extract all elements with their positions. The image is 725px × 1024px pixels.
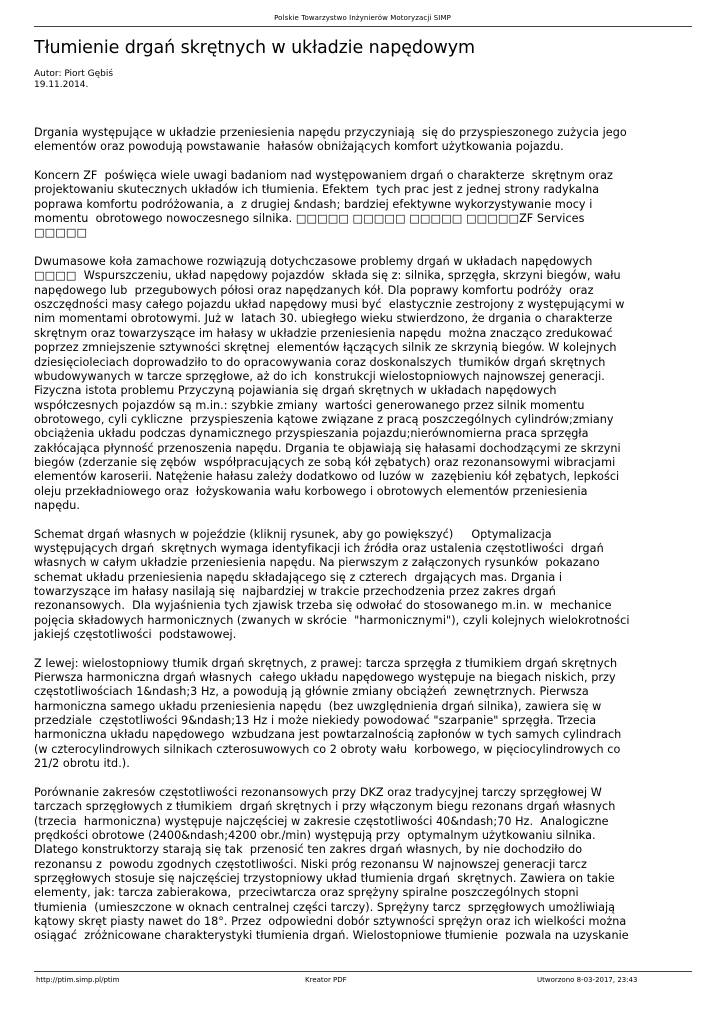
paragraph-line: momentu obrotowego nowoczesnego silnika. □□□□□ □□□□□ □□□□□ □□□□□ZF Services <box>34 212 585 226</box>
paragraph-line: jakiejś częstotliwości podstawowej. <box>34 628 237 642</box>
paragraph-line: (w czterocylindrowych silnikach czterosuwowych co 2 obroty wału korbowego, w pięciocylindrowych co <box>34 742 621 756</box>
footer-created: Utworzono 8-03-2017, 23:43 <box>537 976 638 984</box>
article-paragraph <box>34 126 694 155</box>
paragraph-line: rezonansu z powodu zgodnych częstotliwości. Niski próg rezonansu W najnowszej generacji tarcz <box>34 857 587 871</box>
paragraph-line: schemat układu przeniesienia napędu składającego się z czterech drgających mas. Drgania i <box>34 570 563 584</box>
paragraph-line: tłumienia (umieszczone w oknach centralnej części tarczy). Sprężyny tarcz sprzęgłowych umożliwiają <box>34 900 616 914</box>
paragraph-line: Koncern ZF poświęca wiele uwagi badaniom nad występowaniem drgań o charakterze skrętnym oraz <box>34 169 613 183</box>
article-paragraph <box>34 657 694 772</box>
paragraph-line: skrętnym oraz towarzyszące im hałasy w układzie przeniesienia napędu można znacząco zredukować <box>34 326 613 340</box>
author-line: Autor: Piort Gębiś <box>34 69 114 79</box>
paragraph-line: oszczędności masy całego pojazdu układ napędowy musi być elastycznie zestrojony z występującymi w <box>34 298 625 312</box>
article-body <box>34 126 694 958</box>
paragraph-line: towarzyszące im hałasy nasilają się najbardziej w trakcie przechodzenia przez zakres drgań <box>34 585 556 598</box>
paragraph-line: Drgania występujące w układzie przeniesienia napędu przyczyniają się do przyspieszonego zużycia jego <box>34 126 627 139</box>
paragraph-line: kątowy skręt piasty nawet do 18°. Przez odpowiedni dobór sztywności sprężyn oraz ich wielkości można <box>34 914 627 928</box>
paragraph-line: częstotliwościach 1&ndash;3 Hz, a powodują ją głównie zmiany obciążeń zewnętrznych. Pierwsza <box>34 685 589 699</box>
header-divider <box>34 26 692 27</box>
paragraph-line: przedziale częstotliwości 9&ndash;13 Hz i może niekiedy powodować "szarpanie" sprzęgła. Trzecia <box>34 714 597 728</box>
paragraph-line: dziesięcioleciach doprowadziło to do opracowywania coraz doskonalszych tłumików drgań skrętnych <box>34 355 606 369</box>
paragraph-line: elementów oraz powodują powstawanie hałasów obniżających komfort użytkowania pojazdu. <box>34 140 564 154</box>
article-paragraph <box>34 169 694 241</box>
paragraph-line: Z lewej: wielostopniowy tłumik drgań skrętnych, z prawej: tarcza sprzęgła z tłumikiem drgań skrętnych <box>34 656 618 670</box>
paragraph-line: Fizyczna istota problemu Przyczyną pojawiania się drgań skrętnych w układach napędowych <box>34 384 557 398</box>
paragraph-line: elementy, jak: tarcza zabierakowa, przeciwtarcza oraz sprężyny spiralne poszczególnych stopni <box>34 886 579 900</box>
paragraph-line: występujących drgań skrętnych wymaga identyfikacji ich źródła oraz ustalenia częstotliwości drgań <box>34 541 604 555</box>
page-header: Polskie Towarzystwo Inżynierów Motoryzacji SIMP <box>274 14 451 22</box>
article-paragraph <box>34 255 694 513</box>
publish-date: 19.11.2014. <box>34 80 89 90</box>
paragraph-line: własnych w całym układzie przeniesienia napędu. Na pierwszym z załączonych rysunków pokazano <box>34 556 600 570</box>
paragraph-line: tarczach sprzęgłowych z tłumikiem drgań skrętnych i przy włączonym biegu rezonans drgań własnych <box>34 800 616 814</box>
article-title: Tłumienie drgań skrętnych w układzie napędowym <box>34 38 475 58</box>
paragraph-line: harmoniczna układu napędowego wzbudzana jest powtarzalnością zapłonów w tych samych cylindrach <box>34 728 622 742</box>
footer-divider <box>34 971 692 972</box>
paragraph-line: 21/2 obrotu itd.). <box>34 757 130 771</box>
paragraph-line: □□□□□ <box>34 226 88 240</box>
paragraph-line: poprawa komfortu podróżowania, a z drugiej &ndash; bardziej efektywne wykorzystywanie mocy i <box>34 197 593 211</box>
paragraph-line: pojęcia składowych harmonicznych (zwanych w skrócie "harmonicznymi"), czyli kolejnych wielokrotności <box>34 613 630 627</box>
paragraph-line: współczesnych pojazdów są m.in.: szybkie zmiany wartości generowanego przez silnik momentu <box>34 398 585 412</box>
paragraph-line: poprzez zmniejszenie sztywności skrętnej elementów łączących silnik ze skrzynią biegów. W kolejnych <box>34 341 617 355</box>
paragraph-line: (trzecia harmoniczna) występuje najczęściej w zakresie częstotliwości 40&ndash;70 Hz. Analogiczne <box>34 814 609 828</box>
paragraph-line: □□□□ Wspurszczeniu, układ napędowy pojazdów składa się z: silnika, sprzęgła, skrzyni biegów, wału <box>34 269 621 283</box>
paragraph-line: obrotowego, cyli cykliczne przyspieszenia kątowe związane z pracą poszczególnych cylindrów;zmiany <box>34 412 614 426</box>
footer-generator: Kreator PDF <box>305 976 347 984</box>
footer-url[interactable]: http://ptim.simp.pl/ptim <box>36 976 120 984</box>
paragraph-line: projektowaniu skutecznych układów ich tłumienia. Efektem tych prac jest z jednej strony radykalna <box>34 183 600 197</box>
paragraph-line: rezonansowych. Dla wyjaśnienia tych zjawisk trzeba się odwołać do stosowanego m.in. w mechanice <box>34 599 612 613</box>
paragraph-line: napędu. <box>34 498 81 512</box>
paragraph-line: Porównanie zakresów częstotliwości rezonansowych przy DKZ oraz tradycyjnej tarczy sprzęgłowej W <box>34 785 602 799</box>
paragraph-line: obciążenia układu podczas dynamicznego przyspieszania pojazdu;nierównomierna praca sprzęgła <box>34 427 589 441</box>
paragraph-line: Dlatego konstruktorzy starają się tak przenosić ten zakres drgań własnych, by nie dochodziło do <box>34 843 583 857</box>
paragraph-line: harmoniczna samego układu przeniesienia napędu (bez uwzględnienia drgań silnika), zawiera się w <box>34 699 602 713</box>
paragraph-line: napędowego lub przegubowych półosi oraz napędzanych kół. Dla poprawy komfortu podróży oraz <box>34 283 594 297</box>
article-paragraph <box>34 786 694 944</box>
article-meta <box>34 69 113 91</box>
paragraph-line: wbudowywanych w tarcze sprzęgłowe, aż do ich konstrukcji wielostopniowych najnowszej generacji. <box>34 369 605 383</box>
paragraph-line: nim momentami obrotowymi. Już w latach 30. ubiegłego wieku stwierdzono, że drgania o charakterze <box>34 312 613 326</box>
paragraph-line: biegów (zderzanie się zębów współpracujących ze sobą kół zębatych) oraz rezonansowymi wibracjami <box>34 455 616 469</box>
paragraph-line: zakłócająca płynność przenoszenia napędu. Drgania te objawiają się hałasami dochodzącymi ze skrzyni <box>34 441 621 455</box>
paragraph-line: osiągać zróżnicowane charakterystyki tłumienia drgań. Wielostopniowe tłumienie pozwala na uzyskanie <box>34 929 629 943</box>
paragraph-line: Schemat drgań własnych w pojeździe (kliknij rysunek, aby go powiększyć) Optymalizacja <box>34 527 552 541</box>
paragraph-line: sprzęgłowych stosuje się najczęściej trzystopniowy układ tłumienia drgań skrętnych. Zawiera on takie <box>34 871 615 885</box>
paragraph-line: oleju przekładniowego oraz łożyskowania wału korbowego i obrotowych elementów przeniesienia <box>34 484 588 498</box>
paragraph-line: Pierwsza harmoniczna drgań własnych całego układu napędowego występuje na biegach niskich, przy <box>34 671 616 685</box>
paragraph-line: Dwumasowe koła zamachowe rozwiązują dotychczasowe problemy drgań w układach napędowych <box>34 255 593 269</box>
paragraph-line: prędkości obrotowe (2400&ndash;4200 obr./min) występują przy optymalnym użytkowaniu silnika. <box>34 828 596 842</box>
paragraph-line: elementów karoserii. Natężenie hałasu zależy dodatkowo od luzów w zazębieniu kół zębatych, lepkości <box>34 470 620 484</box>
article-paragraph <box>34 528 694 643</box>
